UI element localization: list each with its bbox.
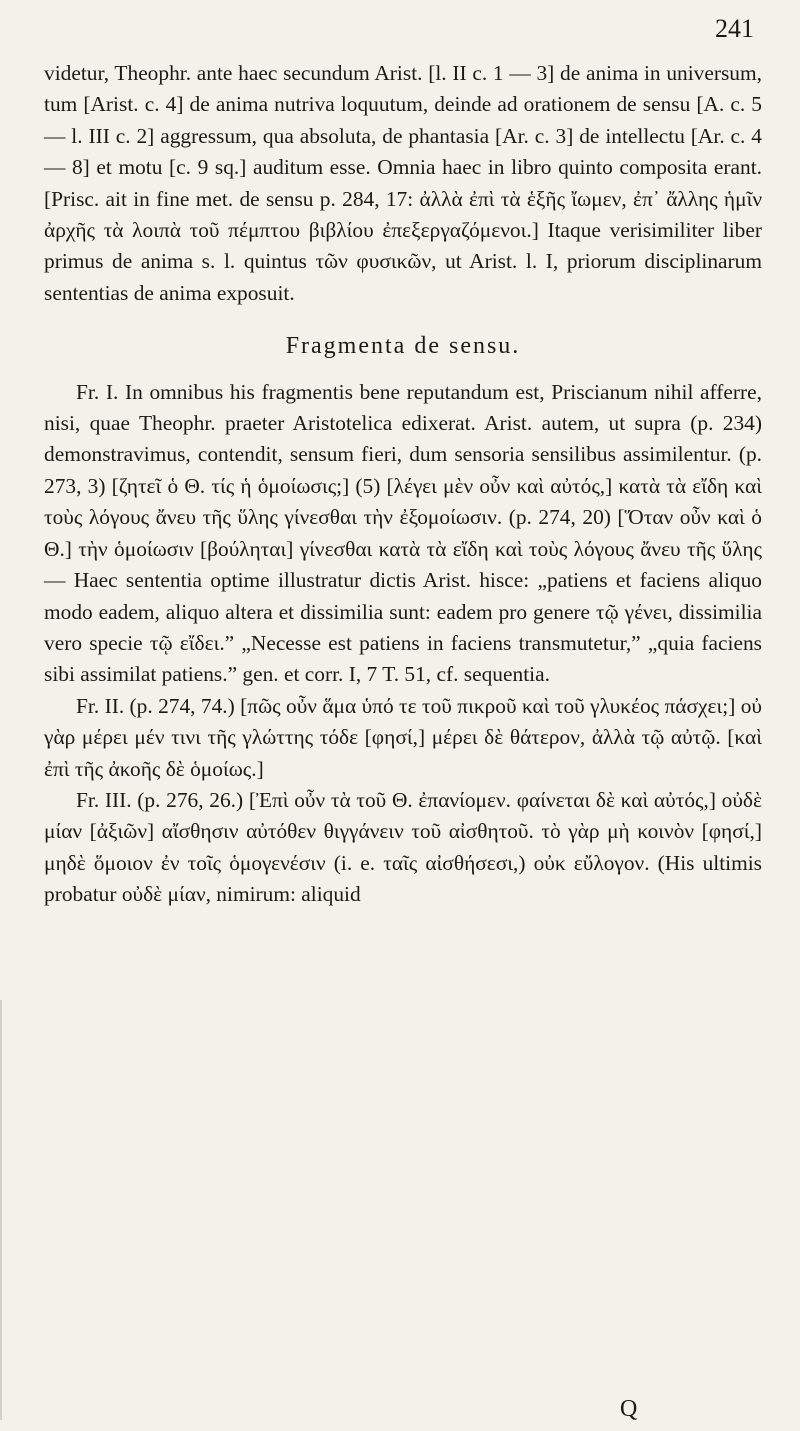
page-number: 241 (715, 14, 754, 43)
paragraph-fragment-1: Fr. I. In omnibus his fragmentis bene reputandum est, Priscianum nihil afferre, nisi, quae Theophr. praeter Aristotelica edixerat. Arist. autem, ut supra (p. 234) demonstravimus, contendit, sensum fieri, dum sensoria sensilibus assimilentur. (p. 273, 3) [ζητεῖ ὁ Θ. τίς ἡ ὁμοίωσις;] (5) [λέγει μὲν οὖν καὶ αὐτός,] κατὰ τὰ εἴδη καὶ τοὺς λόγους ἄνευ τῆς ὕλης γίνεσθαι τὴν ἐξομοίωσιν. (p. 274, 20) [Ὅταν οὖν καὶ ὁ Θ.] τὴν ὁμοίωσιν [βούληται] γίνεσθαι κατὰ τὰ εἴδη καὶ τοὺς λόγους ἄνευ τῆς ὕλης — Haec sententia optime illustratur dictis Arist. hisce: „patiens et faciens aliquo modo eadem, aliquo altera et dissimilia sunt: eadem pro genere τῷ γένει, dissimilia vero specie τῷ εἴδει.” „Necesse est patiens in faciens transmutetur,” „quia faciens sibi assimilat patiens.” gen. et corr. I, 7 T. 51, cf. sequentia. (44, 379, 762, 687)
binding-shadow (0, 1000, 8, 1420)
paragraph-fragment-3: Fr. III. (p. 276, 26.) [Ἐπὶ οὖν τὰ τοῦ Θ. ἐπανίομεν. φαίνεται δὲ καὶ αὐτός,] οὐδὲ μίαν [ἀξιῶν] αἴσθησιν αὐτόθεν θιγγάνειν τοῦ αἰσθητοῦ. τὸ γὰρ μὴ κοινὸν [φησί,] μηδὲ ὅμοιον ἐν τοῖς ὁμογενέσιν (i. e. ταῖς αἰσθήσεσι,) οὐκ εὔλογον. (His ultimis probatur οὐδὲ μίαν, nimirum: aliquid (44, 787, 762, 907)
paragraph-intro: videtur, Theophr. ante haec secundum Arist. [l. II c. 1 — 3] de anima in universum, tum [Arist. c. 4] de anima nutriva loquutum, deinde ad orationem de sensu [A. c. 5 — l. III c. 2] aggressum, qua absoluta, de phantasia [Ar. c. 3] de intellectu [Ar. c. 4 — 8] et motu [c. 9 sq.] auditum esse. Omnia haec in libro quinto composita erant. [Prisc. ait in fine met. de sensu p. 284, 17: ἀλλὰ ἐπὶ τὰ ἑξῆς ἴωμεν, ἐπ᾽ ἄλλης ἡμῖν ἀρχῆς τὰ λοιπὰ τοῦ πέμπτου βιβλίου ἐπεξεργαζόμενοι.] Itaque verisimiliter liber primus de anima s. l. quintus τῶν φυσικῶν, ut Arist. l. I, priorum disciplinarum sententias de anima exposuit. (44, 61, 762, 305)
page-body (44, 58, 762, 911)
section-heading: Fragmenta de sensu. (285, 333, 521, 360)
signature-mark: Q (620, 1396, 638, 1422)
paragraph-fragment-2: Fr. II. (p. 274, 74.) [πῶς οὖν ἅμα ὑπό τε τοῦ πικροῦ καὶ τοῦ γλυκέος πάσχει;] οὐ γὰρ μέρει μέν τινι τῆς γλώττης τόδε [φησί,] μέρει δὲ θάτερον, ἀλλὰ τῷ αὐτῷ. [καὶ ἐπὶ τῆς ἀκοῆς δὲ ὁμοίως.] (44, 693, 762, 781)
